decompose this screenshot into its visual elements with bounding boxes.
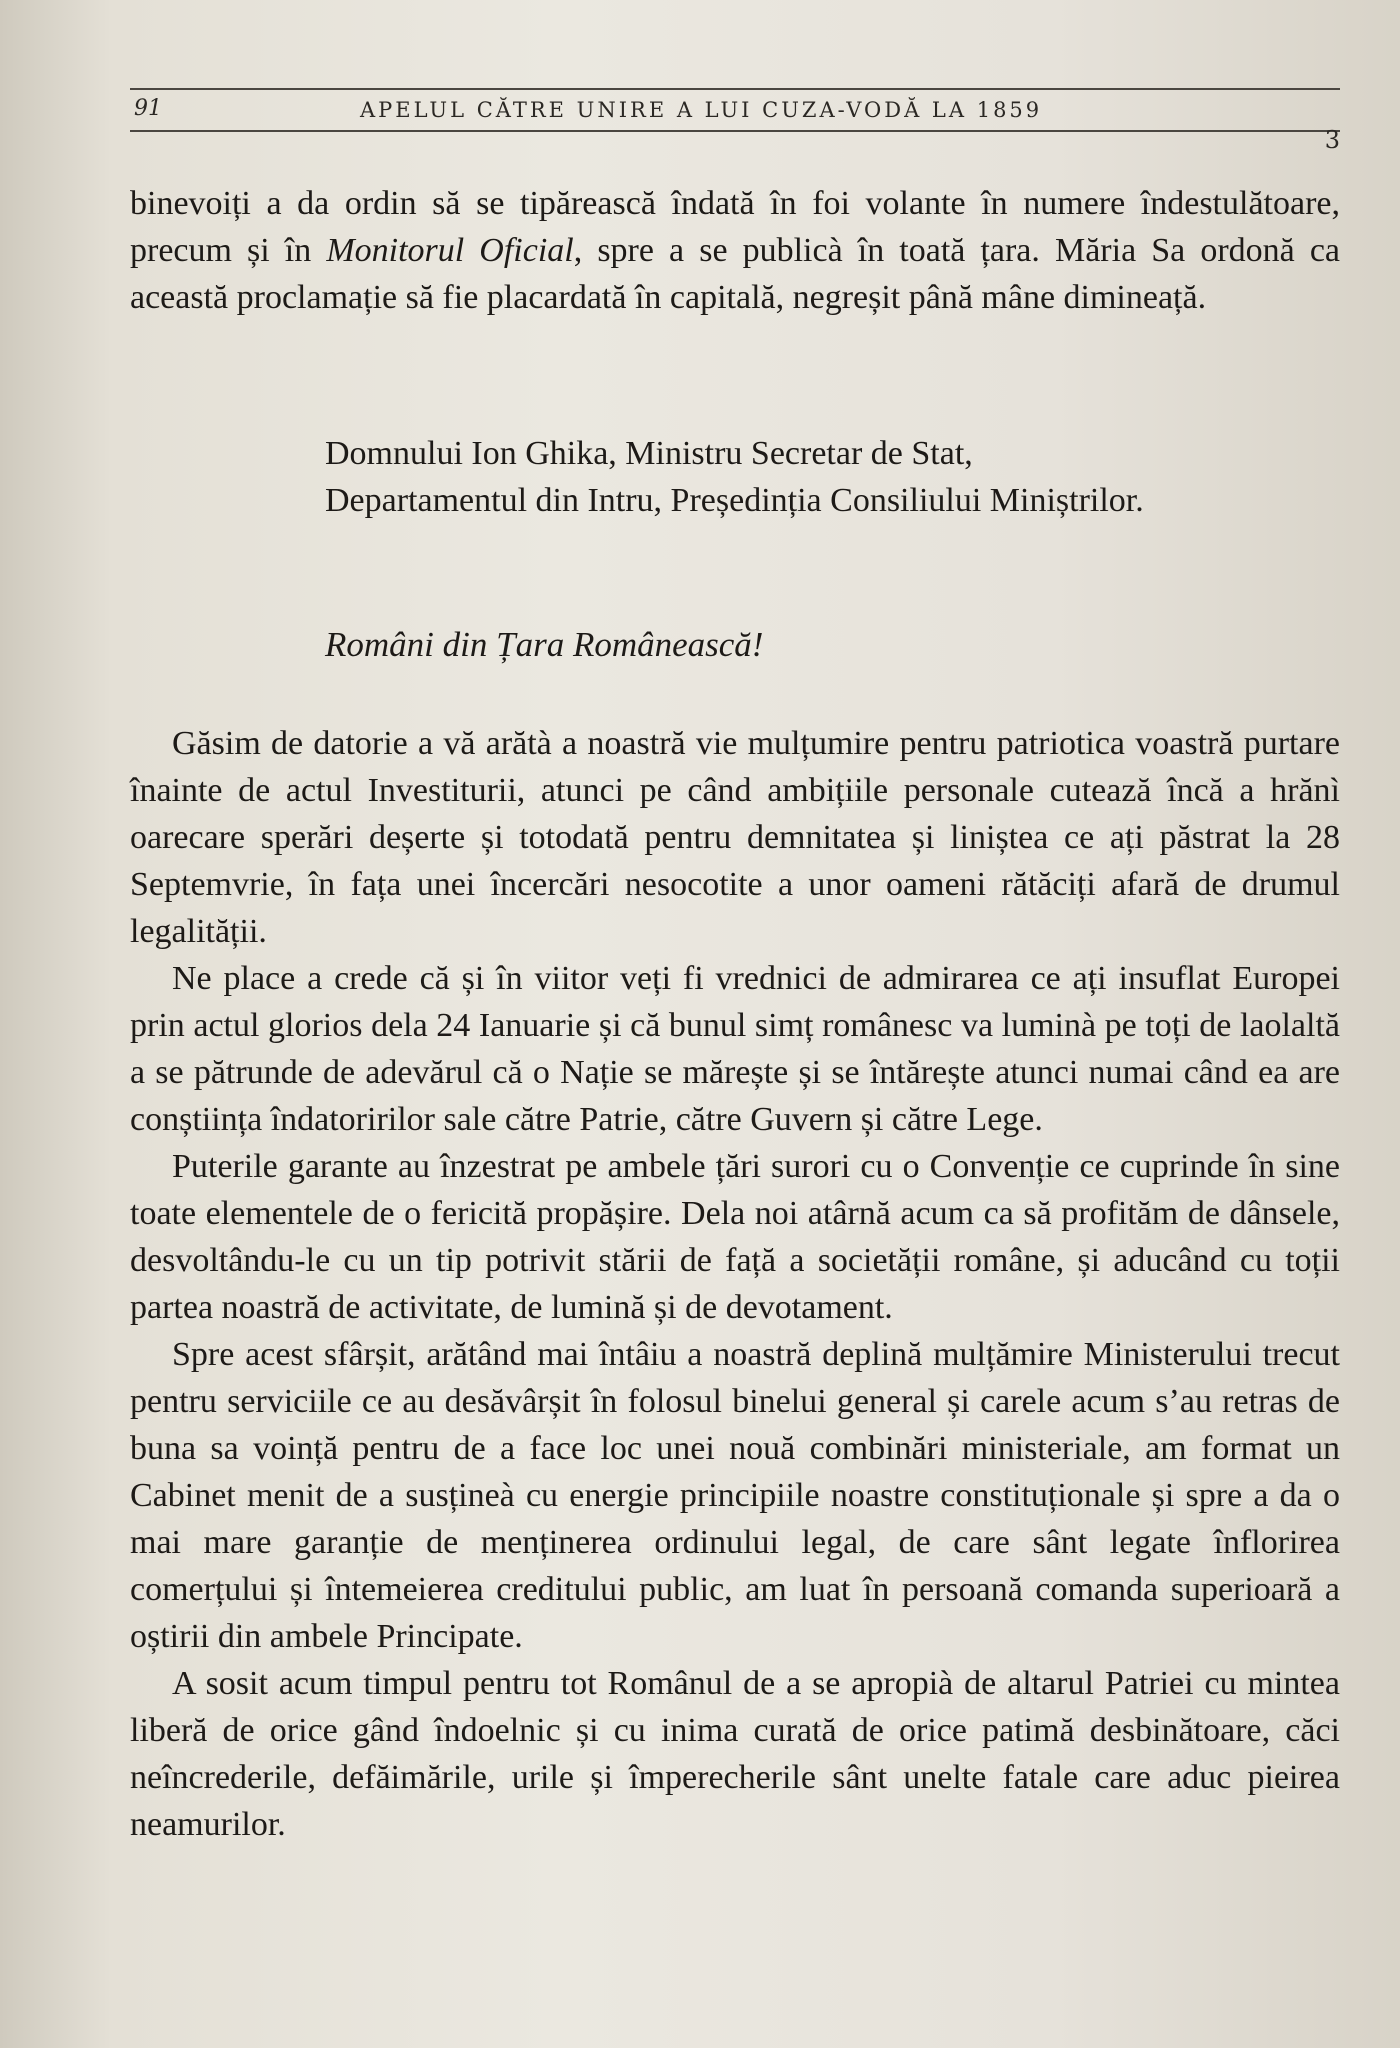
signature-mark: 3 [1324, 126, 1340, 154]
body-paragraph: Găsim de datorie a vă arătà a noastră vie mulțumire pentru patriotica voastră purtare înainte de actul Investiturii, atunci pe când ambițiile personale cutează încă a hrănì oarecare sperări deșerte și totodată pentru demnitatea și liniștea ce ați păstrat la 28 Septemvrie, în fața unei încercări nesocotite a unor oameni rătăciți afară de drumul legalității. [130, 725, 1340, 950]
body-paragraph: Puterile garante au înzestrat pe ambele țări surori cu o Convenție ce cuprinde în sine toate elementele de o fericită propășire. Dela noi atârnă acum ca să profităm de dânsele, desvoltându-le cu un tip potrivit stării de față a societății române, și aducând cu toții partea noastră de activitate, de lumină și de devotament. [130, 1148, 1340, 1326]
body-paragraph: Spre acest sfârșit, arătând mai întâiu a noastră deplină mulțămire Ministerului trecut pentru serviciile ce au desăvârșit în folosul binelui general și carele acum s’au retras de buna sa voință pentru de a face loc unei nouă combinări ministeriale, am format un Cabinet menit de a susțineà cu energie principiile noastre constituționale și spre a da o mai mare garanție de menținerea ordinului legal, de care sânt legate înflorirea comerțului și întemeierea creditului public, am luat în persoană comanda superioară a oștirii din ambele Principate. [130, 1336, 1340, 1655]
proclamation-salutation: Români din Țara Românească! [325, 625, 764, 664]
addressee-line-1: Domnului Ion Ghika, Ministru Secretar de Stat, [325, 435, 973, 472]
proclamation-body [130, 720, 1340, 1848]
running-head [130, 88, 1340, 154]
running-title: APELUL CĂTRE UNIRE A LUI CUZA-VODĂ LA 1859 [360, 98, 1043, 122]
intro-text-start: binevoiți a da ordin să se tipărească îndată în foi volante în numere îndestulătoare, precum și în [130, 185, 1340, 269]
body-paragraph: A sosit acum timpul pentru tot Românul de a se apropià de altarul Patriei cu mintea liberă de orice gând îndoelnic și cu inima curată de orice patimă desbinătoare, căci neîncrederile, defăimările, urile și împerecherile sânt unelte fatale care aduc pieirea neamurilor. [130, 1665, 1340, 1843]
addressee-block [325, 430, 1345, 524]
newspaper-title: Monitorul Oficial [326, 232, 574, 269]
body-paragraph: Ne place a crede că și în viitor veți fi vrednici de admirarea ce ați insuflat Europei prin actul glorios dela 24 Ianuarie și că bunul simț românesc va luminà pe toți de laolaltă a se pătrunde de adevărul că o Nație se mărește și se întărește atunci numai când ea are conștiința îndatoririlor sale către Patrie, către Guvern și către Lege. [130, 960, 1340, 1138]
intro-text-end: , spre a se publicà în toată țara. Măria Sa ordonă ca această proclamație să fie placardată în capitală, negreșit până mâne dimineață. [130, 232, 1340, 316]
page-number: 91 [134, 96, 162, 121]
addressee-line-2: Departamentul din Intru, Președinția Consiliului Miniștrilor. [325, 482, 1144, 519]
intro-paragraph [130, 180, 1340, 370]
